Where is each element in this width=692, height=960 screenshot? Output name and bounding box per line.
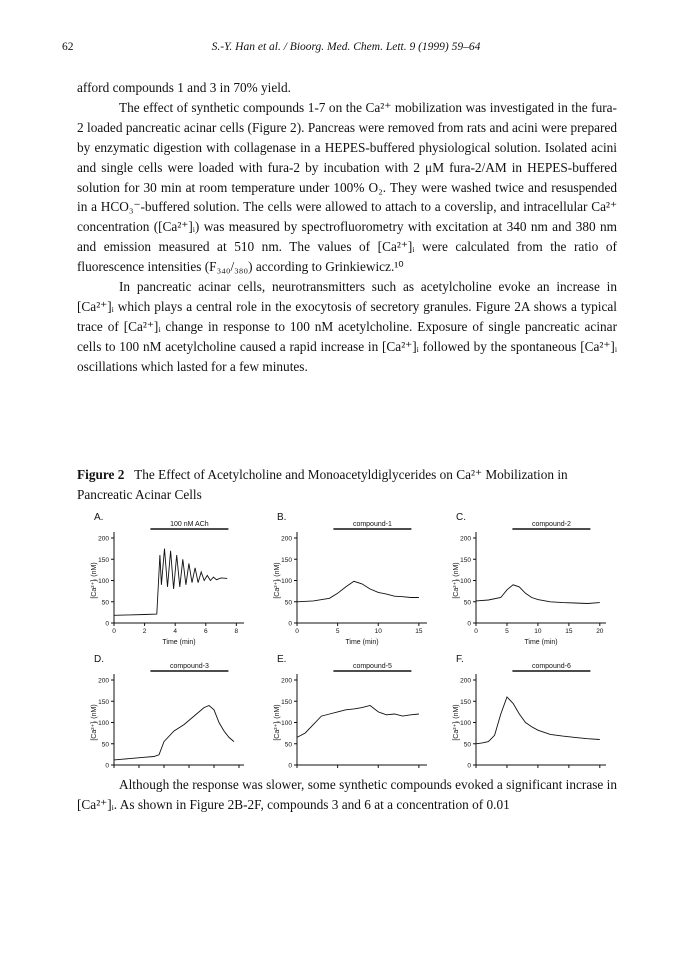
paragraph: afford compounds 1 and 3 in 70% yield. [77,80,291,95]
y-axis-label: [Ca²⁺]ᵢ (nM) [453,562,460,599]
paragraph: In pancreatic acinar cells, neurotransmitters such as acetylcholine evoke an increase in [Ca²⁺]ᵢ which plays a central role in the exocytosis of secretory granules. Figure 2A shows a typical trace of [Ca²⁺]ᵢ change in response to 100 nM acetylcholine. Exposure of single pancreatic acinar cells to 100 nM acetylcholine caused a rapid increase in [Ca²⁺]ᵢ followed by the spontaneous [Ca²⁺]ᵢ oscillations which lasted for a few minutes. [77,279,617,374]
x-tick-label: 8 [234,628,239,635]
running-header: S.-Y. Han et al. / Bioorg. Med. Chem. Lett. 9 (1999) 59–64 [211,41,481,53]
panel-label: D. [94,654,104,665]
y-axis-label: [Ca²⁺]ᵢ (nM) [453,704,460,741]
figure-svg [84,508,624,768]
x-tick-label: 6 [203,628,208,635]
calcium-trace [297,706,419,738]
treatment-label: compound-3 [169,663,209,670]
x-tick-label: 15 [565,628,573,635]
treatment-label: compound-2 [531,521,571,528]
y-axis-label: [Ca²⁺]ᵢ (nM) [274,704,281,741]
y-tick-label: 0 [105,762,109,768]
x-tick-label: 0 [295,628,299,635]
y-tick-label: 200 [460,535,471,543]
calcium-trace [476,697,600,744]
calcium-trace [114,549,227,616]
y-tick-label: 200 [281,677,292,685]
treatment-label: 100 nM ACh [170,521,209,528]
x-tick-label: 4 [173,628,177,635]
y-tick-label: 50 [284,599,292,607]
y-tick-label: 200 [98,535,109,543]
calcium-trace [114,706,234,760]
panel-label: E. [277,654,287,665]
y-tick-label: 150 [460,556,471,564]
x-axis-label: Time (min) [524,639,558,646]
y-tick-label: 100 [281,720,292,727]
panel-label: F. [456,654,464,665]
x-tick-label: 0 [112,628,116,635]
body-text [77,78,617,377]
x-tick-label: 20 [596,628,604,635]
y-tick-label: 50 [101,599,109,607]
y-tick-label: 200 [281,535,292,543]
y-tick-label: 50 [463,599,471,607]
y-tick-label: 100 [460,578,471,585]
y-tick-label: 100 [281,578,292,585]
x-tick-label: 15 [415,628,423,635]
y-tick-label: 0 [467,620,471,628]
y-tick-label: 100 [460,720,471,727]
y-tick-label: 150 [98,698,109,706]
x-axis-label: Time (min) [162,639,196,646]
calcium-trace [297,581,419,602]
x-tick-label: 5 [335,628,340,635]
y-axis-label: [Ca²⁺]ᵢ (nM) [91,562,98,599]
panel-label: A. [94,512,104,523]
paragraph: Although the response was slower, some synthetic compounds evoked a significant incrase in [Ca²⁺]ᵢ. As shown in Figure 2B-2F, compounds 3 and 6 at a concentration of 0.01 [77,777,617,812]
y-tick-label: 50 [463,741,471,749]
figure-2 [84,508,624,768]
y-tick-label: 200 [460,677,471,685]
panel-label: B. [277,512,287,523]
paragraph: The effect of synthetic compounds 1-7 on the Ca²⁺ mobilization was investigated in the fura-2 loaded pancreatic acinar cells (Figure 2). Pancreas were removed from rats and acini were prepared by enzymatic digestion with collagenase in a HEPES-buffered physiological solution. Isolated acini and single cells were loaded with fura-2 by incubation with 2 μM fura-2/AM in HEPES-buffered solution for 30 min at room temperature under 100% O₂. They were washed twice and resuspended in a HCO₃⁻-buffered solution. The cells were allowed to attach to a coverslip, and intracellular Ca²⁺ concentration ([Ca²⁺]ᵢ) was measured by spectrofluorometry with excitation at 340 nm and 380 nm and emission measured at 510 nm. The values of [Ca²⁺]ᵢ were calculated from the ratio of fluorescence intensities (F₃₄₀/₃₈₀) according to Grinkiewicz.¹⁰ [77,99,617,275]
body-text-bottom [77,775,617,815]
figure-label: Figure 2 [77,467,125,482]
y-tick-label: 0 [288,620,292,628]
x-tick-label: 10 [534,628,542,635]
x-tick-label: 10 [374,628,382,635]
y-tick-label: 200 [98,677,109,685]
y-axis-label: [Ca²⁺]ᵢ (nM) [91,704,98,741]
y-tick-label: 50 [101,741,109,749]
treatment-label: compound-6 [531,663,571,670]
y-tick-label: 150 [281,556,292,564]
y-tick-label: 0 [288,762,292,768]
y-tick-label: 100 [98,720,109,727]
x-tick-label: 0 [474,628,478,635]
x-axis-label: Time (min) [345,639,379,646]
y-tick-label: 150 [98,556,109,564]
treatment-label: compound-5 [352,663,392,670]
treatment-label: compound-1 [352,521,392,528]
panel-label: C. [456,512,466,523]
figure-caption [77,465,617,505]
page-number: 62 [62,41,74,53]
y-tick-label: 50 [284,741,292,749]
figure-title: The Effect of Acetylcholine and Monoacetyldiglycerides on Ca²⁺ Mobilization in Pancreatic Acinar Cells [77,467,568,502]
y-tick-label: 150 [460,698,471,706]
y-tick-label: 100 [98,578,109,585]
y-tick-label: 150 [281,698,292,706]
y-tick-label: 0 [467,762,471,768]
x-tick-label: 2 [142,628,147,635]
calcium-trace [476,585,600,604]
x-tick-label: 5 [505,628,509,635]
y-axis-label: [Ca²⁺]ᵢ (nM) [274,562,281,599]
y-tick-label: 0 [105,620,109,628]
